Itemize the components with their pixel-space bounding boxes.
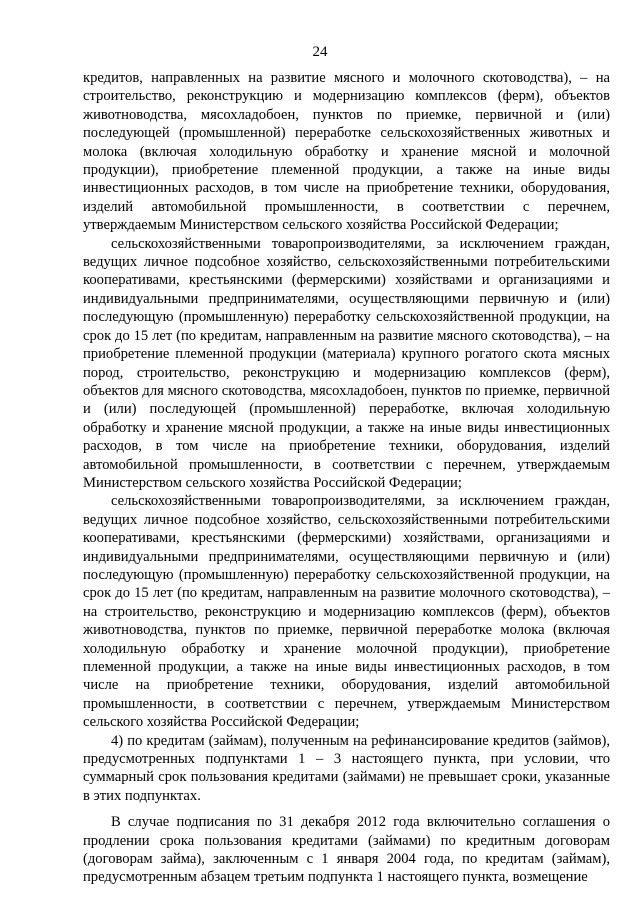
paragraph-1: кредитов, направленных на развитие мясного и молочного скотоводства), – на строительство, реконструкцию и модернизацию комплексов (ферм), объектов животноводства, мясохладобоен, пунктов по приемке, первичной и (или) последующей (промышленной) переработке сельскохозяйственных животных и молока (включая холодильную обработку и хранение мясной и молочной продукции), приобретение племенной продукции, а также на иные виды инвестиционных расходов, в том числе на приобретение техники, оборудования, изделий автомобильной промышленности, в соответствии с перечнем, утверждаемым Министерством сельского хозяйства Российской Федерации; [83,70,610,234]
page-number: 24 [312,44,328,60]
paragraph-2: сельскохозяйственными товаропроизводителями, за исключением граждан, ведущих личное подсобное хозяйство, сельскохозяйственными потребительскими кооперативами, крестьянскими (фермерскими) хозяйствами и организациями и индивидуальными предпринимателями, осуществляющими первичную и (или) последующую (промышленную) переработку сельскохозяйственной продукции, на срок до 15 лет (по кредитам, направленным на развитие мясного скотоводства), – на приобретение племенной продукции (материала) крупного рогатого скота мясных пород, строительство, реконструкцию и модернизацию комплексов (ферм), объектов для мясного скотоводства, мясохладобоен, пунктов по приемке, первичной и (или) последующей (промышленной) переработке, включая холодильную обработку и хранение мясной продукции, а также на иные виды инвестиционных расходов, в том числе на приобретение техники, оборудования, изделий автомобильной промышленности, в соответствии с перечнем, утверждаемым Министерством сельского хозяйства Российской Федерации; [83,235,610,491]
paragraph-3: сельскохозяйственными товаропроизводителями, за исключением граждан, ведущих личное подсобное хозяйство, сельскохозяйственными потребительскими кооперативами, крестьянскими (фермерскими) хозяйствами, организациями и индивидуальными предпринимателями, осуществляющими первичную и (или) последующую (промышленную) переработку сельскохозяйственной продукции, на срок до 15 лет (по кредитам, направленным на развитие молочного скотоводства), – на строительство, реконструкцию и модернизацию комплексов (ферм), объектов животноводства, пунктов по приемке, первичной переработке молока (включая холодильную обработку и хранение молочной продукции), приобретение племенной продукции, а также на иные виды инвестиционных расходов, в том числе на приобретение техники, оборудования, изделий автомобильной промышленности, в соответствии с перечнем, утверждаемым Министерством сельского хозяйства Российской Федерации; [83,493,610,731]
paragraph-5: В случае подписания по 31 декабря 2012 года включительно соглашения о продлении срока пользования кредитами (займами) по кредитным договорам (договорам займа), заключенным с 1 января 2004 года, по кредитам (займам), предусмотренным абзацем третьим подпункта 1 настоящего пункта, возмещение [83,814,610,886]
document-body [83,69,610,887]
paragraph-4: 4) по кредитам (займам), полученным на рефинансирование кредитов (займов), предусмотренных подпунктами 1 – 3 настоящего пункта, при условии, что суммарный срок пользования кредитами (займами) не превышает сроки, указанные в этих подпунктах. [83,732,610,804]
